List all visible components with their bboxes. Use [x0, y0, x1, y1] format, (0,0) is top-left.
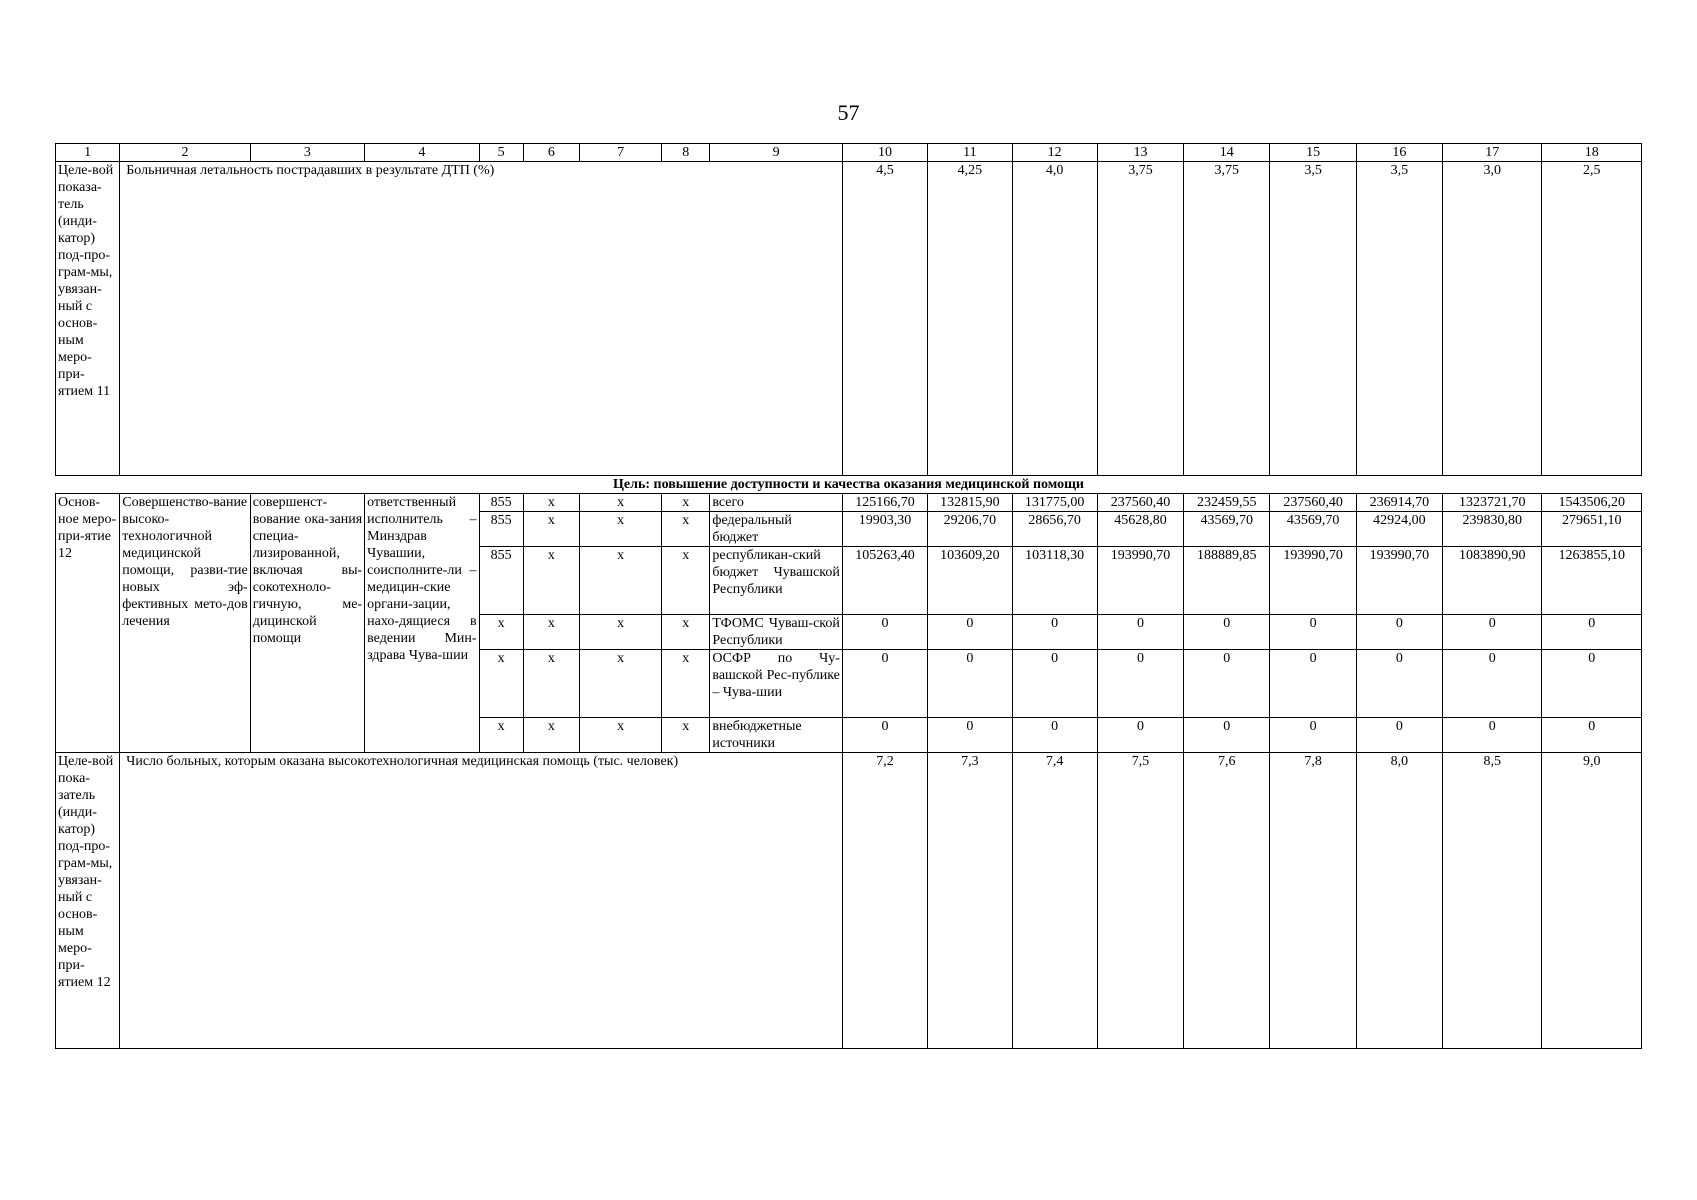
funding-value: 0 [1542, 718, 1642, 753]
indicator-value: 8,5 [1443, 753, 1542, 1049]
funding-value: 103609,20 [928, 547, 1012, 615]
measure-name: Совершенство-вание высоко-технологичной медицинской помощи, разви-тие новых эф-фективных мето-дов лечения [120, 494, 250, 753]
funding-value: 43569,70 [1270, 512, 1356, 547]
indicator-value: 7,8 [1270, 753, 1356, 1049]
indicator-value: 9,0 [1542, 753, 1642, 1049]
funding-value: 131775,00 [1012, 494, 1097, 512]
code-cell: x [662, 615, 710, 650]
goal-row [56, 476, 1642, 494]
indicator-value: 4,0 [1012, 162, 1097, 476]
funding-source: федеральный бюджет [710, 512, 843, 547]
funding-value: 193990,70 [1097, 547, 1183, 615]
indicator-value: 4,25 [928, 162, 1012, 476]
code-cell: x [523, 547, 579, 615]
indicator_1-row [56, 162, 1642, 476]
funding-value: 0 [1097, 718, 1183, 753]
indicator-value: 7,4 [1012, 753, 1097, 1049]
program-table [55, 143, 1642, 1049]
column-number: 14 [1184, 144, 1270, 162]
indicator-label: Целе-вой показа-тель (инди-катор) под-про-грам-мы, увязан-ный с основ-ным меро-при-ятием 11 [56, 162, 120, 476]
funding-value: 0 [1012, 718, 1097, 753]
code-cell: x [523, 718, 579, 753]
code-cell: x [579, 512, 661, 547]
funding-value: 0 [1443, 718, 1542, 753]
funding-value: 237560,40 [1270, 494, 1356, 512]
code-cell: 855 [479, 512, 523, 547]
funding-value: 236914,70 [1356, 494, 1442, 512]
column-number: 8 [662, 144, 710, 162]
funding-source: всего [710, 494, 843, 512]
funding-value: 0 [1097, 615, 1183, 650]
funding-value: 43569,70 [1184, 512, 1270, 547]
funding-value: 0 [1012, 615, 1097, 650]
funding-value: 29206,70 [928, 512, 1012, 547]
measure-executor: ответственный исполнитель – Минздрав Чувашии, соисполните-ли – медицин-ские органи-зации, нахо-дящиеся в ведении Мин-здрава Чува-шии [365, 494, 479, 753]
code-cell: x [479, 615, 523, 650]
column-number: 3 [250, 144, 364, 162]
code-cell: x [579, 615, 661, 650]
funding-value: 0 [1356, 718, 1442, 753]
column-number: 15 [1270, 144, 1356, 162]
code-cell: x [662, 718, 710, 753]
funding-value: 193990,70 [1356, 547, 1442, 615]
funding-value: 0 [1270, 650, 1356, 718]
indicator-value: 7,3 [928, 753, 1012, 1049]
funding-row [56, 494, 1642, 512]
indicator-value: 7,2 [842, 753, 927, 1049]
code-cell: x [523, 615, 579, 650]
code-cell: x [523, 494, 579, 512]
column-number: 1 [56, 144, 120, 162]
indicator-value: 7,6 [1184, 753, 1270, 1049]
column-number: 11 [928, 144, 1012, 162]
funding-value: 0 [1184, 650, 1270, 718]
funding-value: 0 [1542, 650, 1642, 718]
funding-value: 28656,70 [1012, 512, 1097, 547]
code-cell: x [479, 650, 523, 718]
funding-value: 237560,40 [1097, 494, 1183, 512]
funding-value: 0 [1443, 650, 1542, 718]
indicator-label: Целе-вой пока-затель (инди-катор) под-про-грам-мы, увязан-ный с основ-ным меро-при-ятием 12 [56, 753, 120, 1049]
code-cell: x [662, 512, 710, 547]
funding-value: 1543506,20 [1542, 494, 1642, 512]
column-number: 16 [1356, 144, 1442, 162]
indicator-value: 3,0 [1443, 162, 1542, 476]
funding-value: 0 [1356, 650, 1442, 718]
funding-value: 105263,40 [842, 547, 927, 615]
indicator-text: Число больных, которым оказана высокотехнологичная медицинская помощь (тыс. человек) [120, 753, 843, 1049]
code-cell: x [479, 718, 523, 753]
code-cell: x [579, 718, 661, 753]
column-number: 4 [365, 144, 479, 162]
funding-value: 239830,80 [1443, 512, 1542, 547]
indicator-value: 3,75 [1184, 162, 1270, 476]
funding-value: 132815,90 [928, 494, 1012, 512]
code-cell: x [662, 650, 710, 718]
indicator-value: 4,5 [842, 162, 927, 476]
column-number: 17 [1443, 144, 1542, 162]
code-cell: x [662, 547, 710, 615]
column-number: 12 [1012, 144, 1097, 162]
page-number: 57 [837, 100, 860, 125]
column-number: 2 [120, 144, 250, 162]
funding-value: 0 [1270, 615, 1356, 650]
column-number: 10 [842, 144, 927, 162]
funding-value: 232459,55 [1184, 494, 1270, 512]
funding-value: 0 [1097, 650, 1183, 718]
funding-value: 0 [928, 650, 1012, 718]
indicator-value: 3,75 [1097, 162, 1183, 476]
funding-value: 1083890,90 [1443, 547, 1542, 615]
funding-value: 193990,70 [1270, 547, 1356, 615]
funding-source: ТФОМС Чуваш-ской Республики [710, 615, 843, 650]
indicator-value: 3,5 [1270, 162, 1356, 476]
funding-value: 0 [1270, 718, 1356, 753]
column-number: 18 [1542, 144, 1642, 162]
funding-value: 0 [1012, 650, 1097, 718]
code-cell: x [579, 547, 661, 615]
column-number: 9 [710, 144, 843, 162]
funding-value: 188889,85 [1184, 547, 1270, 615]
code-cell: 855 [479, 494, 523, 512]
funding-value: 0 [1443, 615, 1542, 650]
indicator-value: 7,5 [1097, 753, 1183, 1049]
funding-source: ОСФР по Чу-вашской Рес-публике – Чува-шии [710, 650, 843, 718]
funding-value: 103118,30 [1012, 547, 1097, 615]
goal-heading: Цель: повышение доступности и качества оказания медицинской помощи [56, 476, 1642, 494]
indicator-value: 3,5 [1356, 162, 1442, 476]
column-number: 6 [523, 144, 579, 162]
code-cell: x [579, 650, 661, 718]
funding-value: 0 [842, 650, 927, 718]
column-number: 5 [479, 144, 523, 162]
code-cell: x [662, 494, 710, 512]
funding-source: внебюджетные источники [710, 718, 843, 753]
code-cell: x [523, 650, 579, 718]
measure-label: Основ-ное меро-при-ятие 12 [56, 494, 120, 753]
funding-value: 0 [1356, 615, 1442, 650]
funding-value: 1323721,70 [1443, 494, 1542, 512]
column-number-row [56, 144, 1642, 162]
funding-value: 19903,30 [842, 512, 927, 547]
code-cell: x [523, 512, 579, 547]
indicator-value: 2,5 [1542, 162, 1642, 476]
funding-value: 0 [842, 615, 927, 650]
funding-value: 0 [928, 718, 1012, 753]
indicator_2-row [56, 753, 1642, 1049]
measure-description: совершенст-вование ока-зания специа-лизированной, включая вы-сокотехноло-гичную, ме-дицинской помощи [250, 494, 364, 753]
funding-value: 45628,80 [1097, 512, 1183, 547]
code-cell: x [579, 494, 661, 512]
funding-value: 0 [842, 718, 927, 753]
funding-value: 0 [1184, 615, 1270, 650]
column-number: 7 [579, 144, 661, 162]
funding-value: 0 [1184, 718, 1270, 753]
funding-value: 42924,00 [1356, 512, 1442, 547]
funding-value: 279651,10 [1542, 512, 1642, 547]
indicator-value: 8,0 [1356, 753, 1442, 1049]
code-cell: 855 [479, 547, 523, 615]
funding-value: 125166,70 [842, 494, 927, 512]
column-number: 13 [1097, 144, 1183, 162]
funding-value: 0 [928, 615, 1012, 650]
indicator-text: Больничная летальность пострадавших в результате ДТП (%) [120, 162, 843, 476]
funding-value: 0 [1542, 615, 1642, 650]
funding-value: 1263855,10 [1542, 547, 1642, 615]
funding-source: республикан-ский бюджет Чувашской Республики [710, 547, 843, 615]
